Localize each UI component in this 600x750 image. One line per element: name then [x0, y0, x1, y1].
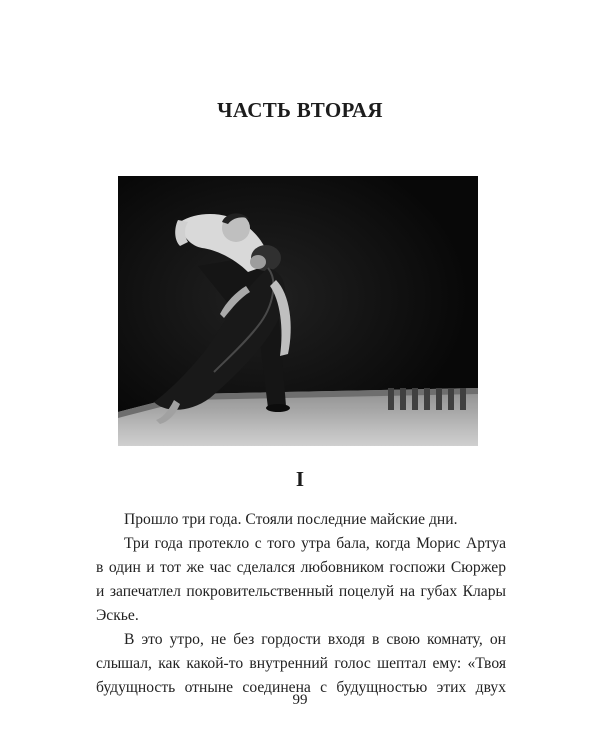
text-line: В это утро, не без гордости входя в свою комнату, он [124, 631, 506, 648]
text-line: будущность отныне соединена с будущностью этих двух [96, 679, 506, 696]
text-line: Эскье. [96, 607, 139, 624]
body-text [96, 508, 506, 700]
text-line: Три года протекло с того утра бала, когда Морис Артуа [124, 535, 506, 552]
text-line: слышал, как какой-то внутренний голос шептал ему: «Твоя [96, 655, 506, 672]
part-title: ЧАСТЬ ВТОРАЯ [217, 98, 383, 122]
text-line: и запечатлел покровительственный поцелуй на губах Клары [96, 583, 506, 600]
text-line: в один и тот же час сделался любовником госпожи Сюржер [96, 559, 506, 576]
text-line: Прошло три года. Стояли последние майские дни. [124, 511, 458, 528]
chapter-number: I [295, 467, 305, 491]
page-number: 99 [292, 692, 308, 708]
dance-photograph [118, 176, 478, 446]
